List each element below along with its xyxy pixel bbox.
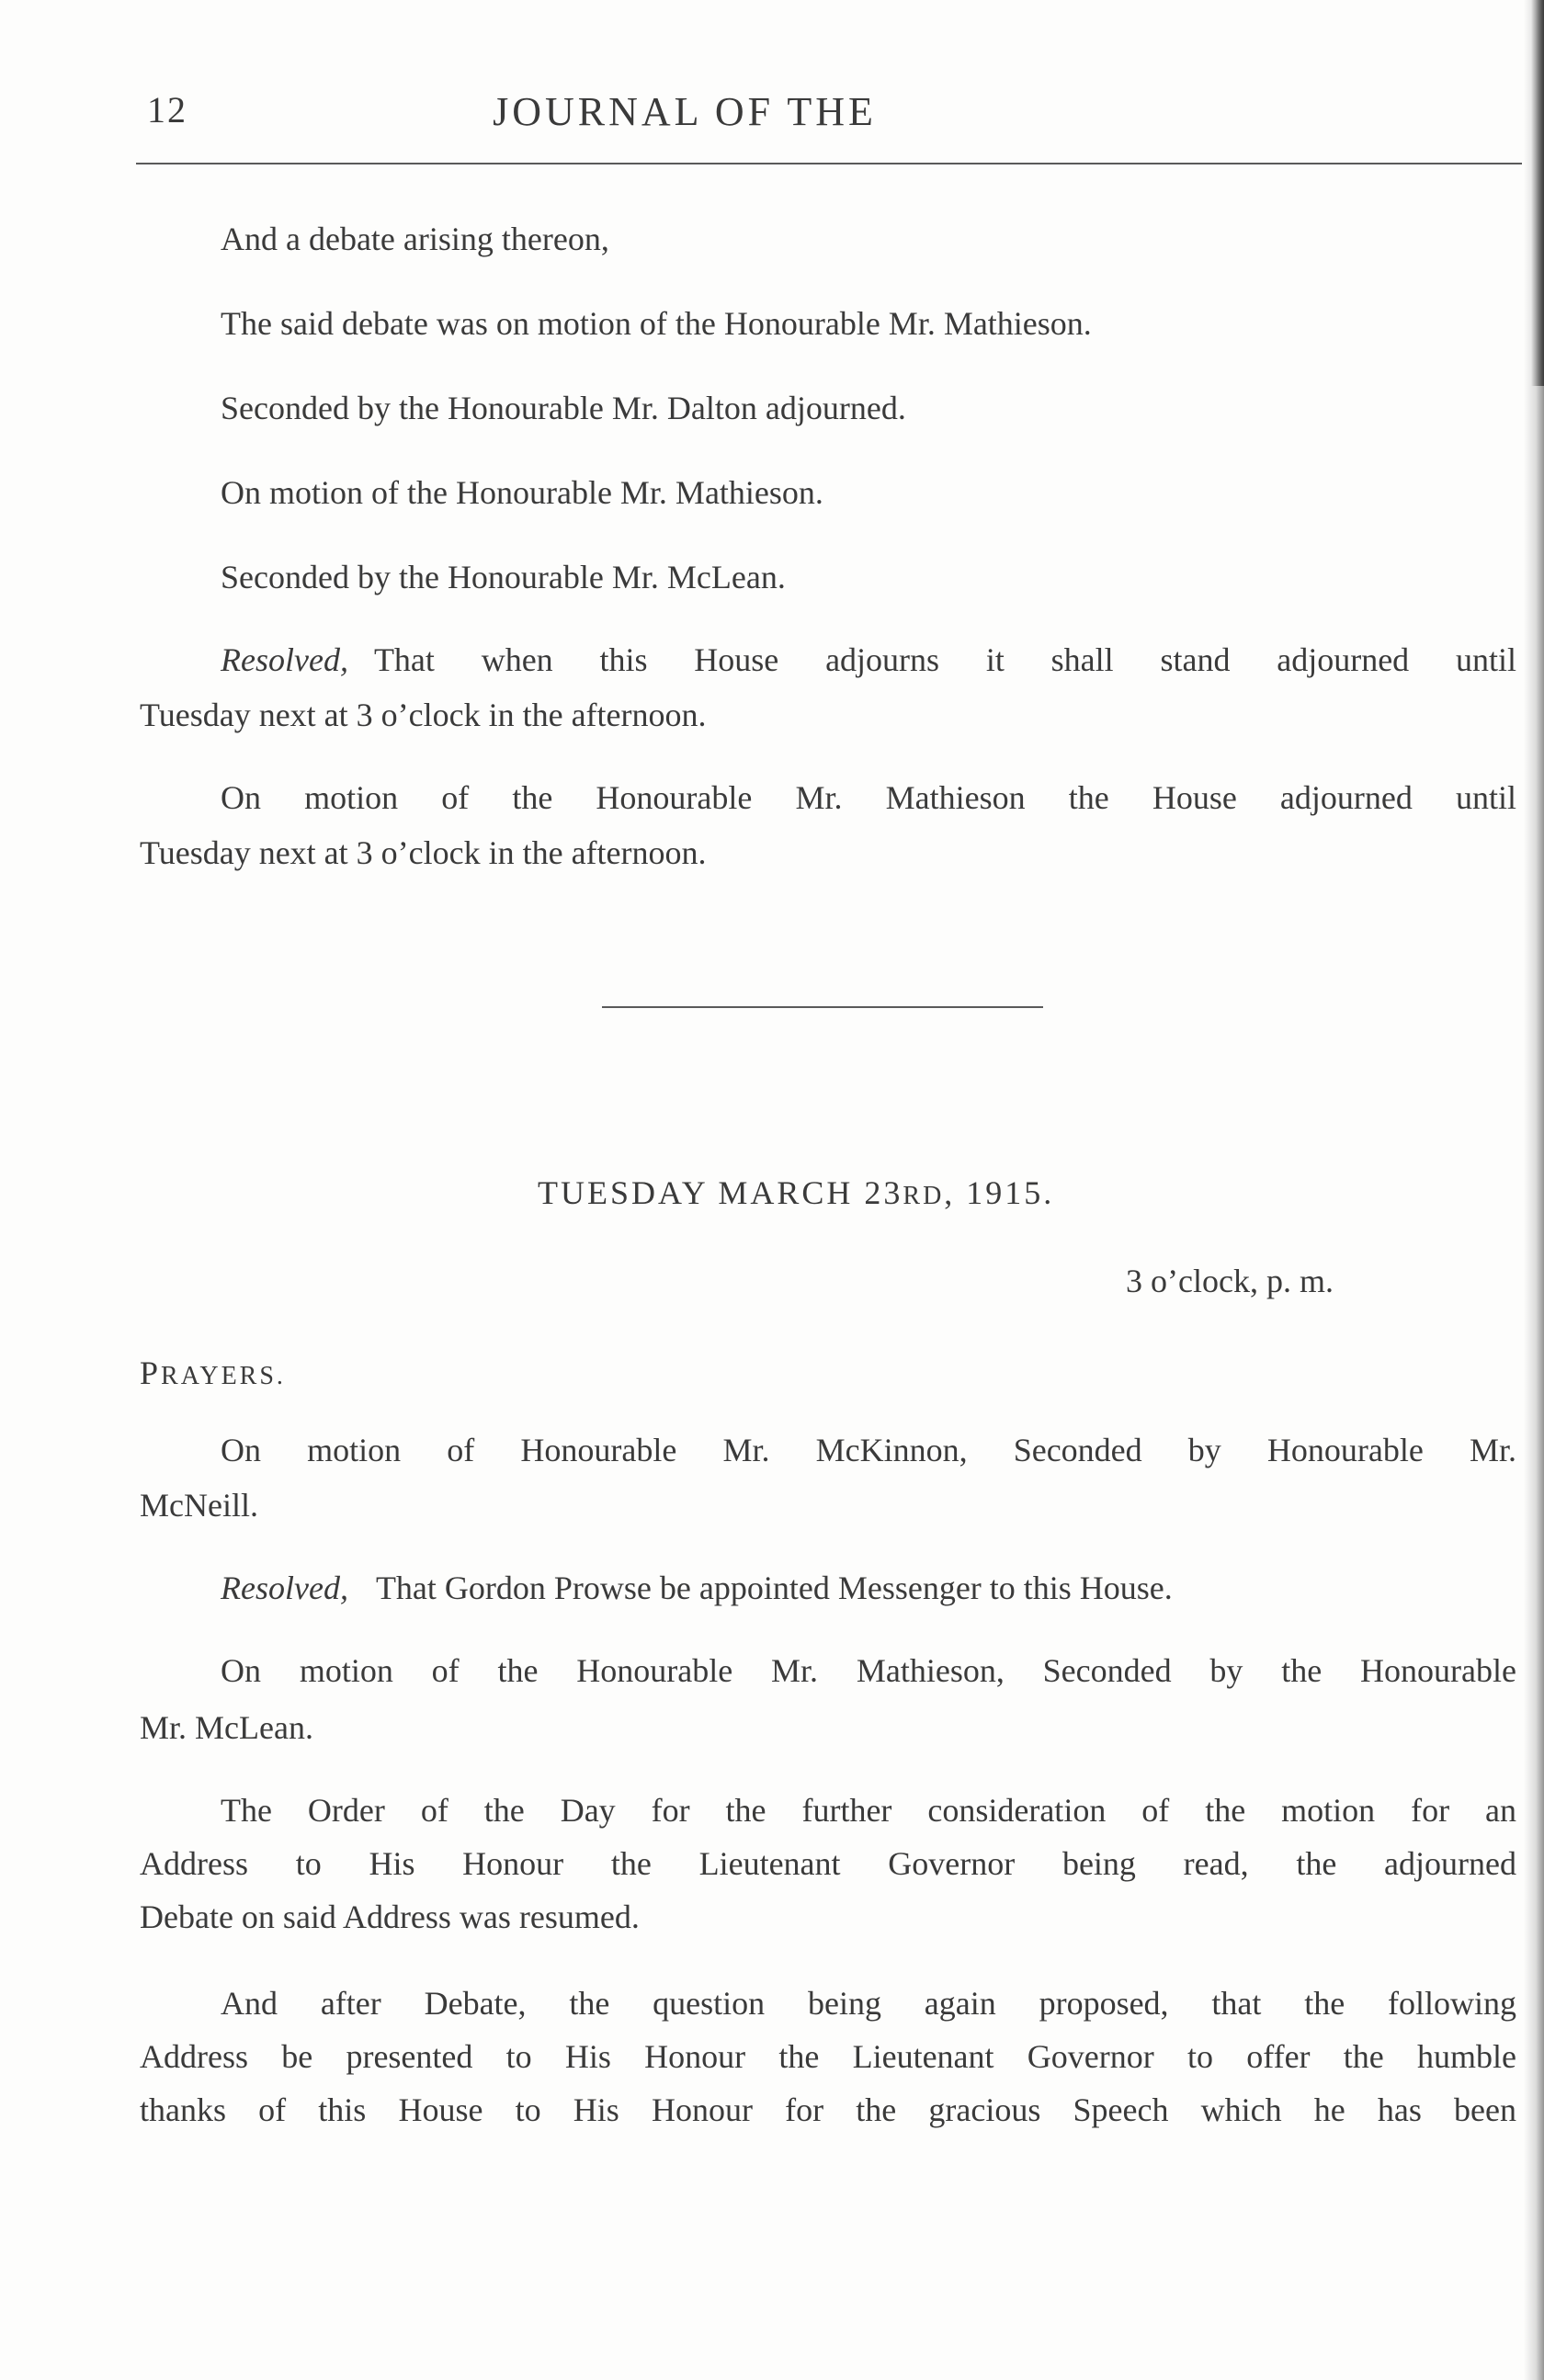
prayers-rest: RAYERS. [161, 1362, 286, 1390]
order-of-day-line-2: Address to His Honour the Lieutenant Governor being read, the adjourned [140, 1845, 1516, 1882]
page-edge-shadow-top [1531, 0, 1544, 386]
resolved-text-1: That when this House adjourns it shall stand adjourned until [373, 641, 1516, 678]
motion-mckinnon-line-2: McNeill. [140, 1487, 258, 1524]
order-of-day-line-3: Debate on said Address was resumed. [140, 1898, 640, 1935]
date-heading-main: TUESDAY MARCH 23 [538, 1174, 903, 1211]
prayers-heading [140, 1356, 286, 1389]
page-number: 12 [147, 89, 187, 130]
seconded-mclean-line: Seconded by the Honourable Mr. McLean. [221, 559, 786, 595]
resolved-text-2: Tuesday next at 3 o’clock in the afternoon. [140, 697, 707, 733]
date-heading-suffix: RD [903, 1182, 945, 1210]
seconded-dalton-line: Seconded by the Honourable Mr. Dalton adjourned. [221, 390, 906, 426]
resolved-label: Resolved, [221, 641, 348, 678]
running-head: JOURNAL OF THE [493, 89, 877, 134]
resolved-paragraph-line-1 [221, 643, 1516, 676]
resolved-prowse-line [221, 1571, 1173, 1604]
after-debate-line-1: And after Debate, the question being again proposed, that the following [221, 1985, 1516, 2022]
motion-mathieson-line: On motion of the Honourable Mr. Mathieson. [221, 474, 823, 511]
adjourned-text-2: Tuesday next at 3 o’clock in the afternoon. [140, 834, 707, 871]
date-heading-year: , 1915. [944, 1174, 1055, 1211]
motion-mathieson-line-1: On motion of the Honourable Mr. Mathieson, Seconded by the Honourable [221, 1652, 1516, 1689]
sitting-time: 3 o’clock, p. m. [1126, 1263, 1334, 1299]
header-rule [136, 163, 1522, 164]
resolved-label-2: Resolved, [221, 1570, 348, 1606]
debate-motion-line: The said debate was on motion of the Honourable Mr. Mathieson. [221, 305, 1092, 342]
adjourned-text-1: On motion of the Honourable Mr. Mathieson the House adjourned until [221, 779, 1516, 816]
prayers-initial: P [140, 1354, 162, 1391]
motion-mathieson-line-2: Mr. McLean. [140, 1709, 313, 1746]
motion-mckinnon-line-1: On motion of Honourable Mr. McKinnon, Seconded by Honourable Mr. [221, 1432, 1516, 1468]
section-divider [602, 1006, 1043, 1008]
order-of-day-line-1: The Order of the Day for the further consideration of the motion for an [221, 1792, 1516, 1829]
date-heading [538, 1176, 1054, 1209]
debate-arising-line: And a debate arising thereon, [221, 221, 609, 257]
after-debate-line-3: thanks of this House to His Honour for the gracious Speech which he has been [140, 2091, 1516, 2128]
after-debate-line-2: Address be presented to His Honour the Lieutenant Governor to offer the humble [140, 2038, 1516, 2075]
resolved-prowse-text: That Gordon Prowse be appointed Messenger to this House. [375, 1570, 1173, 1606]
